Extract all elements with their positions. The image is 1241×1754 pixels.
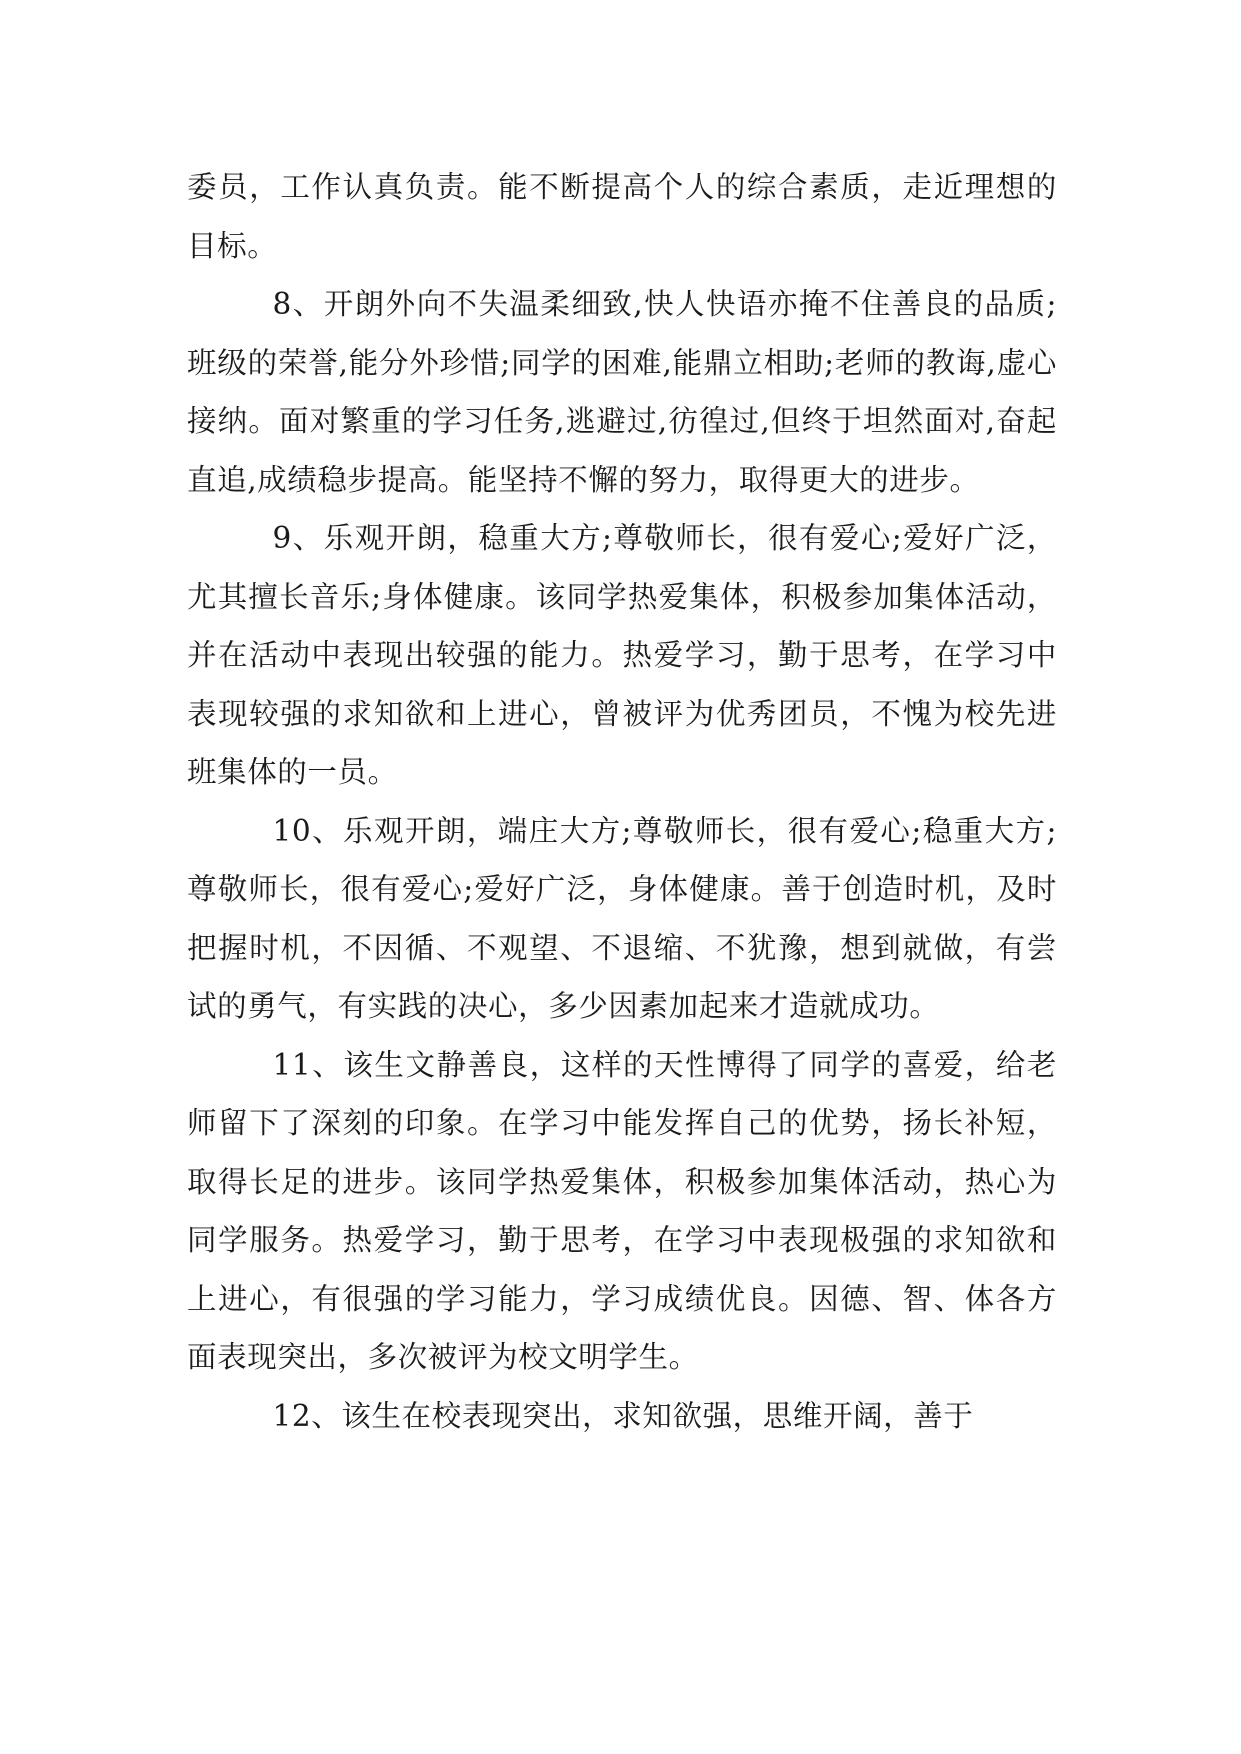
paragraph-8: 8、开朗外向不失温柔细致,快人快语亦掩不住善良的品质;班级的荣誉,能分外珍惜;同学的困难,能鼎立相助;老师的教诲,虚心接纳。面对繁重的学习任务,逃避过,彷徨过,但终于坦然面对,奋起直追,成绩稳步提高。能坚持不懈的努力，取得更大的进步。 (187, 287, 1057, 497)
paragraph-11: 11、该生文静善良，这样的天性博得了同学的喜爱，给老师留下了深刻的印象。在学习中能发挥自己的优势，扬长补短，取得长足的进步。该同学热爱集体，积极参加集体活动，热心为同学服务。热爱学习，勤于思考，在学习中表现极强的求知欲和上进心，有很强的学习能力，学习成绩优良。因德、智、体各方面表现突出，多次被评为校文明学生。 (187, 1047, 1057, 1374)
paragraph-9: 9、乐观开朗，稳重大方;尊敬师长，很有爱心;爱好广泛，尤其擅长音乐;身体健康。该同学热爱集体，积极参加集体活动，并在活动中表现出较强的能力。热爱学习，勤于思考，在学习中表现较强的求知欲和上进心，曾被评为优秀团员，不愧为校先进班集体的一员。 (187, 521, 1057, 789)
document-body (187, 158, 1057, 1445)
paragraph-12: 12、该生在校表现突出，求知欲强，思维开阔，善于 (272, 1398, 974, 1433)
paragraph-10: 10、乐观开朗，端庄大方;尊敬师长，很有爱心;稳重大方;尊敬师长，很有爱心;爱好广泛，身体健康。善于创造时机，及时把握时机，不因循、不观望、不退缩、不犹豫，想到就做，有尝试的勇气，有实践的决心，多少因素加起来才造就成功。 (187, 813, 1057, 1023)
paragraph-continued: 委员，工作认真负责。能不断提高个人的综合素质，走近理想的目标。 (187, 170, 1057, 263)
